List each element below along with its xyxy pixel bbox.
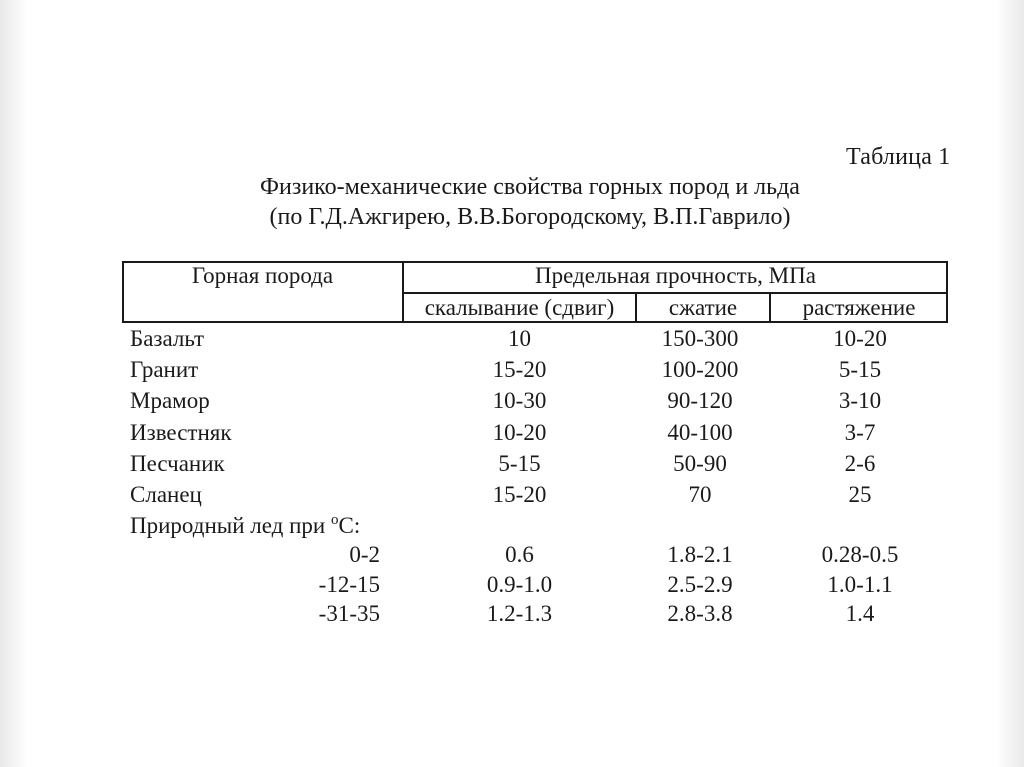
tension-value: 1.4 bbox=[845, 601, 875, 626]
table-row bbox=[0, 572, 1024, 602]
table-number: Таблица 1 bbox=[846, 144, 951, 170]
header-limit-strength: Предельная прочность, МПа bbox=[535, 263, 816, 288]
rock-name: Сланец bbox=[130, 482, 202, 507]
rock-name: Песчаник bbox=[130, 451, 225, 476]
compression-value: 100-200 bbox=[661, 357, 739, 382]
table-row bbox=[0, 482, 1024, 512]
compression-value: 2.5-2.9 bbox=[667, 572, 733, 597]
ice-temperature: -31-35 bbox=[318, 601, 380, 626]
shear-value: 0.6 bbox=[505, 542, 534, 567]
compression-value: 70 bbox=[688, 482, 712, 507]
degree-mark: o bbox=[330, 512, 339, 528]
ice-temperature: 0-2 bbox=[349, 542, 380, 567]
compression-value: 2.8-3.8 bbox=[667, 601, 733, 626]
ice-label-prefix: Природный лед при bbox=[130, 513, 331, 538]
ice-label bbox=[130, 512, 360, 539]
tension-value: 25 bbox=[848, 482, 872, 507]
header-compression: сжатие bbox=[668, 295, 738, 320]
tension-value: 10-20 bbox=[833, 326, 887, 351]
tension-value: 0.28-0.5 bbox=[821, 542, 899, 567]
shear-value: 10 bbox=[508, 326, 531, 351]
tension-value: 2-6 bbox=[844, 451, 876, 476]
ice-label-suffix: C: bbox=[338, 513, 361, 538]
tension-value: 5-15 bbox=[838, 357, 882, 382]
shear-value: 1.2-1.3 bbox=[486, 601, 553, 626]
ice-temperature: -12-15 bbox=[318, 572, 380, 597]
shear-value: 10-20 bbox=[492, 420, 547, 445]
shear-value: 15-20 bbox=[492, 482, 547, 507]
shear-value: 10-30 bbox=[492, 388, 547, 413]
table-row bbox=[0, 326, 1024, 356]
tension-value: 3-7 bbox=[844, 420, 876, 445]
compression-value: 90-120 bbox=[667, 388, 733, 413]
shear-value: 0.9-1.0 bbox=[486, 572, 553, 597]
header-divider bbox=[403, 292, 947, 294]
shear-value: 5-15 bbox=[498, 451, 541, 476]
table-title: Физико-механические свойства горных пород и льда bbox=[260, 174, 800, 200]
table-row bbox=[0, 601, 1024, 631]
table-row bbox=[0, 357, 1024, 387]
shear-value: 15-20 bbox=[492, 357, 547, 382]
tension-value: 1.0-1.1 bbox=[827, 572, 893, 597]
rock-name: Базальт bbox=[130, 326, 205, 351]
table-subtitle: (по Г.Д.Ажгирею, В.В.Богородскому, В.П.Гаврило) bbox=[269, 204, 791, 230]
header-rock: Горная порода bbox=[191, 263, 334, 288]
compression-value: 40-100 bbox=[667, 420, 733, 445]
table-row bbox=[0, 542, 1024, 572]
compression-value: 1.8-2.1 bbox=[667, 542, 733, 567]
table-row bbox=[0, 420, 1024, 450]
table-row bbox=[0, 388, 1024, 418]
compression-value: 150-300 bbox=[661, 326, 739, 351]
header-tension: растяжение bbox=[802, 295, 916, 320]
rock-name: Гранит bbox=[130, 357, 199, 382]
tension-value: 3-10 bbox=[838, 388, 882, 413]
ice-section-label bbox=[0, 512, 1024, 542]
rock-name: Известняк bbox=[130, 420, 232, 445]
header-shear: скалывание (сдвиг) bbox=[424, 295, 615, 320]
compression-value: 50-90 bbox=[673, 451, 727, 476]
table-row bbox=[0, 451, 1024, 481]
rock-name: Мрамор bbox=[130, 388, 210, 413]
